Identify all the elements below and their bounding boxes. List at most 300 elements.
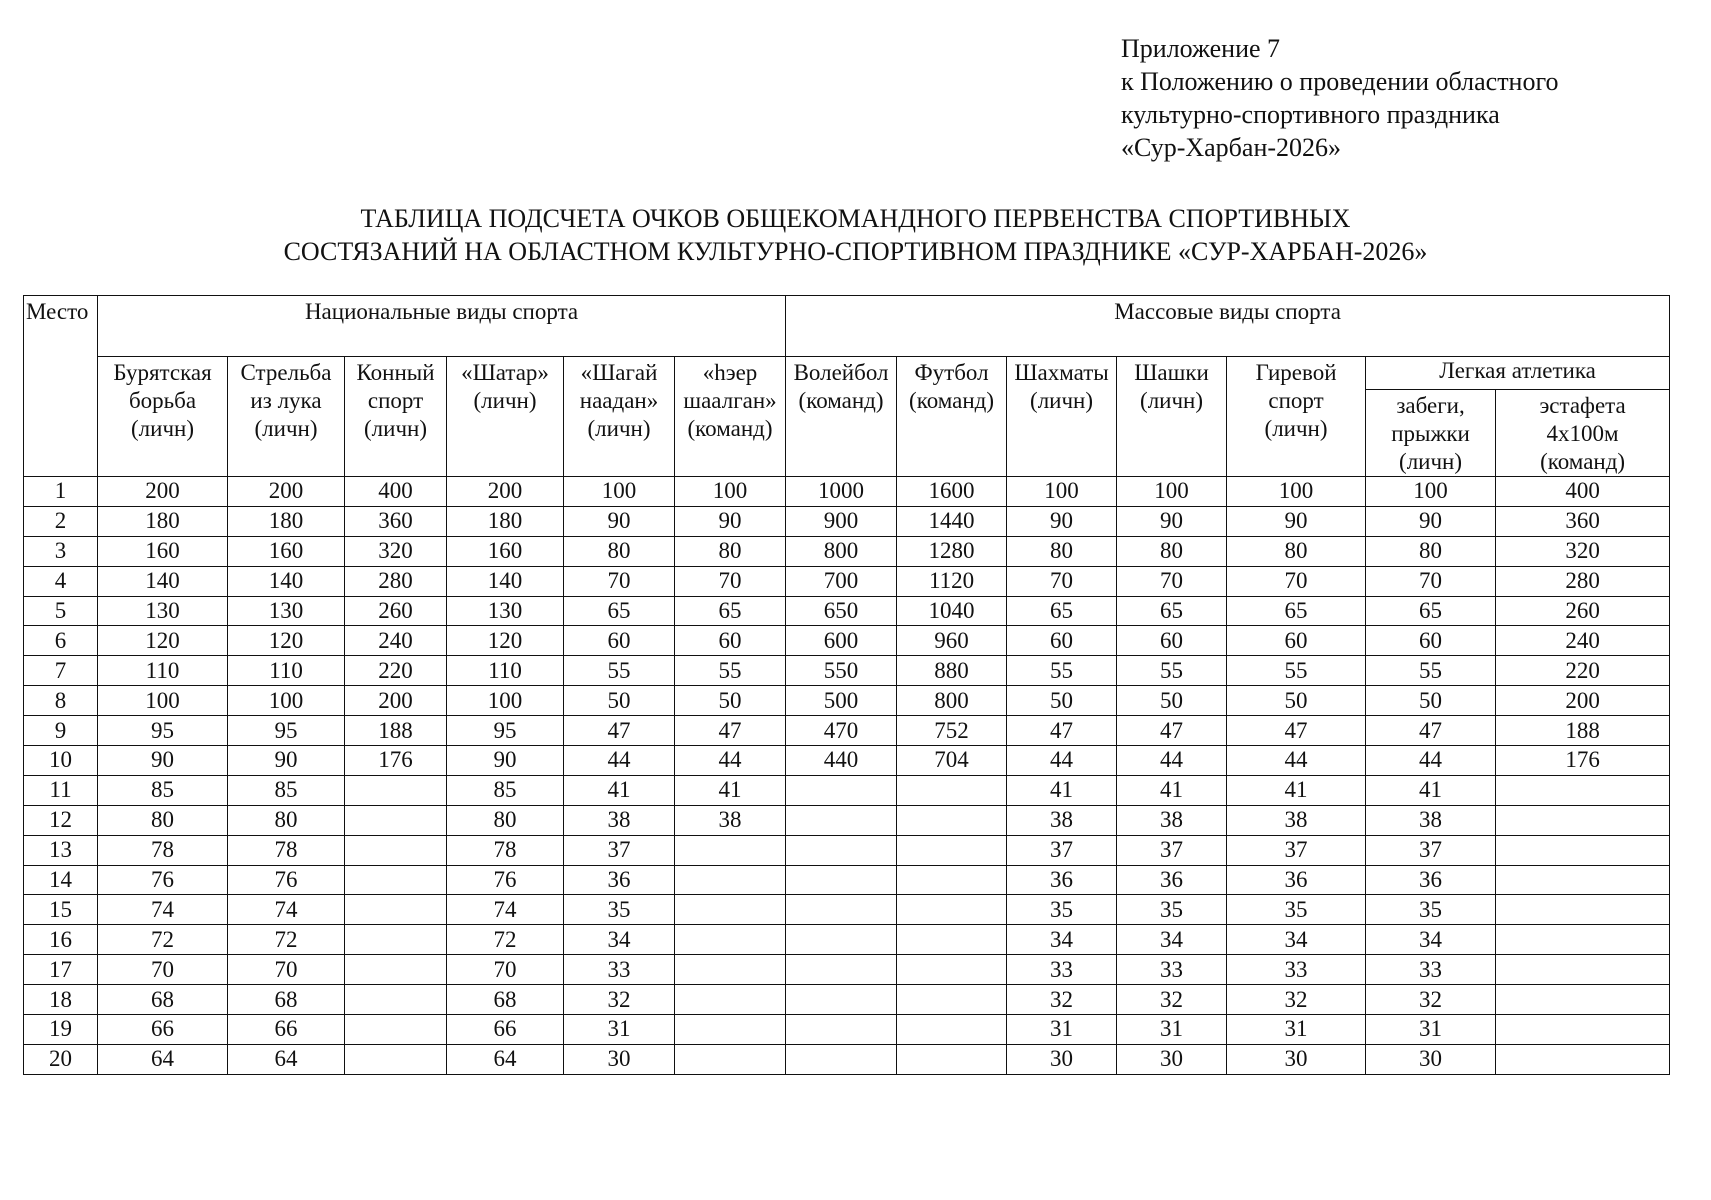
score-cell: 960 [897, 626, 1007, 656]
score-cell: 1120 [897, 566, 1007, 596]
score-cell: 68 [228, 985, 345, 1015]
score-cell [675, 835, 786, 865]
score-cell: 76 [228, 865, 345, 895]
score-cell: 35 [564, 895, 675, 925]
score-cell: 80 [1366, 536, 1496, 566]
score-cell: 76 [98, 865, 228, 895]
score-cell: 70 [1227, 566, 1366, 596]
score-cell: 90 [228, 746, 345, 776]
score-cell: 32 [1117, 985, 1227, 1015]
score-cell: 44 [675, 746, 786, 776]
score-cell: 260 [1496, 596, 1670, 626]
score-cell: 38 [1227, 805, 1366, 835]
score-cell [675, 955, 786, 985]
score-cell: 80 [98, 805, 228, 835]
score-cell [897, 925, 1007, 955]
column-header-line: шаалган» [683, 388, 777, 413]
score-cell: 80 [1007, 536, 1117, 566]
score-cell: 85 [98, 775, 228, 805]
score-cell: 200 [1496, 686, 1670, 716]
column-header [1007, 357, 1117, 477]
score-cell [786, 865, 897, 895]
table-row [24, 775, 1670, 805]
score-cell: 41 [1117, 775, 1227, 805]
place-cell: 17 [24, 955, 98, 985]
athletics-subcolumn-header [1496, 390, 1670, 477]
score-cell: 80 [228, 805, 345, 835]
score-cell [345, 985, 447, 1015]
place-cell: 2 [24, 506, 98, 536]
score-cell: 37 [1007, 835, 1117, 865]
column-header-line: Шашки [1134, 360, 1209, 385]
score-cell: 33 [1227, 955, 1366, 985]
score-cell: 95 [447, 716, 564, 746]
score-cell [786, 955, 897, 985]
score-cell [1496, 895, 1670, 925]
score-cell: 800 [897, 686, 1007, 716]
score-cell: 44 [1007, 746, 1117, 776]
score-cell: 65 [1117, 596, 1227, 626]
score-cell: 33 [564, 955, 675, 985]
table-header [24, 296, 1670, 477]
score-cell: 1440 [897, 506, 1007, 536]
score-cell: 90 [447, 746, 564, 776]
score-cell: 70 [447, 955, 564, 985]
score-cell: 80 [564, 536, 675, 566]
column-header-line: эстафета [1539, 393, 1626, 418]
score-cell: 440 [786, 746, 897, 776]
national-sports-header: Национальные виды спорта [98, 296, 786, 357]
place-cell: 13 [24, 835, 98, 865]
score-cell: 120 [228, 626, 345, 656]
score-cell: 36 [1117, 865, 1227, 895]
score-cell: 60 [1366, 626, 1496, 656]
column-header-line: Бурятская [113, 360, 212, 385]
score-cell: 140 [447, 566, 564, 596]
column-header-line: Стрельба [240, 360, 332, 385]
score-cell: 38 [675, 805, 786, 835]
score-cell: 65 [675, 596, 786, 626]
annex-block [1121, 32, 1558, 164]
score-cell: 50 [564, 686, 675, 716]
score-cell: 752 [897, 716, 1007, 746]
score-cell: 32 [1366, 985, 1496, 1015]
score-cell [1496, 955, 1670, 985]
score-cell: 33 [1007, 955, 1117, 985]
score-cell: 100 [564, 477, 675, 507]
column-header-line: наадан» [579, 388, 659, 413]
score-cell: 470 [786, 716, 897, 746]
score-cell: 180 [447, 506, 564, 536]
score-cell: 38 [564, 805, 675, 835]
score-cell: 100 [228, 686, 345, 716]
column-header-line: борьба [128, 388, 197, 413]
score-cell: 90 [1366, 506, 1496, 536]
column-header-line: Волейбол [793, 360, 889, 385]
score-cell: 78 [98, 835, 228, 865]
place-cell: 4 [24, 566, 98, 596]
score-cell [897, 895, 1007, 925]
score-cell [675, 985, 786, 1015]
column-header-line: прыжки [1391, 421, 1470, 446]
score-cell [1496, 985, 1670, 1015]
score-cell: 32 [1007, 985, 1117, 1015]
column-header-line: (личн) [1264, 416, 1328, 441]
score-cell [897, 805, 1007, 835]
score-cell: 70 [1366, 566, 1496, 596]
score-cell [786, 895, 897, 925]
score-cell: 160 [228, 536, 345, 566]
score-cell [345, 865, 447, 895]
score-cell: 47 [1117, 716, 1227, 746]
score-cell [675, 1044, 786, 1074]
column-header-line: (команд) [909, 388, 995, 413]
score-cell: 140 [98, 566, 228, 596]
score-cell: 90 [564, 506, 675, 536]
score-cell: 500 [786, 686, 897, 716]
table-row [24, 477, 1670, 507]
score-cell: 34 [1227, 925, 1366, 955]
score-cell: 100 [98, 686, 228, 716]
column-header [228, 357, 345, 477]
annex-line: к Положению о проведении областного [1121, 67, 1559, 96]
score-cell: 35 [1007, 895, 1117, 925]
score-cell: 65 [564, 596, 675, 626]
score-cell: 100 [675, 477, 786, 507]
athletics-header: Легкая атлетика [1366, 357, 1670, 390]
score-cell: 31 [1227, 1015, 1366, 1045]
score-cell: 880 [897, 656, 1007, 686]
column-header-line: (личн) [364, 416, 427, 441]
score-cell: 120 [447, 626, 564, 656]
score-cell [1496, 865, 1670, 895]
score-cell: 400 [1496, 477, 1670, 507]
score-cell: 44 [564, 746, 675, 776]
score-cell: 320 [345, 536, 447, 566]
athletics-subcolumn-header [1366, 390, 1496, 477]
score-cell: 95 [98, 716, 228, 746]
score-cell [1496, 805, 1670, 835]
mass-sports-header: Массовые виды спорта [786, 296, 1670, 357]
table-row [24, 656, 1670, 686]
score-cell: 47 [1227, 716, 1366, 746]
score-cell: 47 [675, 716, 786, 746]
place-cell: 6 [24, 626, 98, 656]
score-cell [786, 1015, 897, 1045]
score-cell: 47 [1007, 716, 1117, 746]
score-cell [1496, 925, 1670, 955]
score-cell: 30 [1227, 1044, 1366, 1074]
score-cell: 130 [98, 596, 228, 626]
score-cell: 76 [447, 865, 564, 895]
score-cell: 33 [1366, 955, 1496, 985]
score-cell: 55 [1007, 656, 1117, 686]
score-cell: 65 [1007, 596, 1117, 626]
score-cell: 650 [786, 596, 897, 626]
score-cell [345, 1044, 447, 1074]
score-cell: 65 [1227, 596, 1366, 626]
score-cell: 78 [447, 835, 564, 865]
column-header-line: забеги, [1396, 393, 1465, 418]
column-header-line: (команд) [687, 416, 773, 441]
place-cell: 11 [24, 775, 98, 805]
score-cell: 90 [1007, 506, 1117, 536]
table-row [24, 596, 1670, 626]
table-row [24, 716, 1670, 746]
place-cell: 19 [24, 1015, 98, 1045]
score-cell: 47 [564, 716, 675, 746]
score-cell: 240 [1496, 626, 1670, 656]
table-row [24, 506, 1670, 536]
column-header [786, 357, 897, 477]
score-cell: 200 [228, 477, 345, 507]
score-cell: 60 [1007, 626, 1117, 656]
score-cell: 41 [564, 775, 675, 805]
column-header-line: (личн) [1140, 388, 1204, 413]
score-cell: 44 [1227, 746, 1366, 776]
column-header-line: «hэер [702, 360, 758, 385]
table-row [24, 626, 1670, 656]
score-cell: 110 [447, 656, 564, 686]
score-cell: 60 [1227, 626, 1366, 656]
score-cell: 50 [1117, 686, 1227, 716]
place-cell: 20 [24, 1044, 98, 1074]
score-cell [786, 805, 897, 835]
score-cell: 80 [675, 536, 786, 566]
score-cell: 34 [1117, 925, 1227, 955]
score-cell: 41 [1366, 775, 1496, 805]
table-body [24, 477, 1670, 1075]
score-cell [345, 775, 447, 805]
title-line: ТАБЛИЦА ПОДСЧЕТА ОЧКОВ ОБЩЕКОМАНДНОГО ПЕРВЕНСТВА СПОРТИВНЫХ [360, 204, 1351, 233]
score-cell: 176 [345, 746, 447, 776]
score-cell: 55 [1366, 656, 1496, 686]
column-header [897, 357, 1007, 477]
score-cell: 50 [1366, 686, 1496, 716]
table-row [24, 955, 1670, 985]
score-cell [897, 985, 1007, 1015]
score-cell [345, 805, 447, 835]
place-header: Место [24, 296, 98, 477]
score-cell: 55 [564, 656, 675, 686]
score-cell [1496, 1015, 1670, 1045]
score-cell: 38 [1117, 805, 1227, 835]
score-cell [345, 895, 447, 925]
score-cell [345, 1015, 447, 1045]
score-cell: 110 [228, 656, 345, 686]
score-cell: 31 [1117, 1015, 1227, 1045]
score-cell: 35 [1227, 895, 1366, 925]
score-cell: 1600 [897, 477, 1007, 507]
score-cell: 110 [98, 656, 228, 686]
column-header [1117, 357, 1227, 477]
score-cell: 1000 [786, 477, 897, 507]
score-cell: 31 [1366, 1015, 1496, 1045]
score-cell: 66 [228, 1015, 345, 1045]
column-header-line: 4х100м [1546, 421, 1619, 446]
score-cell: 704 [897, 746, 1007, 776]
score-cell: 50 [1007, 686, 1117, 716]
place-cell: 16 [24, 925, 98, 955]
place-cell: 1 [24, 477, 98, 507]
column-header [447, 357, 564, 477]
score-cell: 55 [675, 656, 786, 686]
score-cell: 64 [447, 1044, 564, 1074]
score-cell: 47 [1366, 716, 1496, 746]
score-cell: 320 [1496, 536, 1670, 566]
score-cell: 72 [447, 925, 564, 955]
score-cell: 95 [228, 716, 345, 746]
score-cell: 70 [564, 566, 675, 596]
table-row [24, 865, 1670, 895]
score-cell: 41 [1227, 775, 1366, 805]
score-cell: 32 [564, 985, 675, 1015]
score-cell: 85 [228, 775, 345, 805]
score-cell [345, 955, 447, 985]
score-cell [1496, 835, 1670, 865]
score-cell: 70 [98, 955, 228, 985]
score-cell: 800 [786, 536, 897, 566]
column-header-line: (личн) [587, 416, 651, 441]
score-cell: 60 [564, 626, 675, 656]
score-cell: 55 [1117, 656, 1227, 686]
score-cell: 68 [447, 985, 564, 1015]
place-cell: 3 [24, 536, 98, 566]
column-header [675, 357, 786, 477]
column-header [1227, 357, 1366, 477]
column-header-line: спорт [1268, 388, 1324, 413]
score-cell [897, 955, 1007, 985]
score-cell: 33 [1117, 955, 1227, 985]
score-cell [675, 895, 786, 925]
score-cell: 36 [1366, 865, 1496, 895]
score-cell: 80 [447, 805, 564, 835]
place-cell: 5 [24, 596, 98, 626]
score-cell [675, 865, 786, 895]
score-table [23, 295, 1670, 1075]
table-row [24, 835, 1670, 865]
score-cell: 55 [1227, 656, 1366, 686]
place-cell: 12 [24, 805, 98, 835]
table-row [24, 746, 1670, 776]
score-cell: 280 [1496, 566, 1670, 596]
table-row [24, 686, 1670, 716]
column-header-line: «Шатар» [461, 360, 549, 385]
score-cell: 100 [447, 686, 564, 716]
score-cell: 1280 [897, 536, 1007, 566]
table-row [24, 536, 1670, 566]
score-cell: 90 [1227, 506, 1366, 536]
score-cell: 100 [1117, 477, 1227, 507]
score-cell: 66 [447, 1015, 564, 1045]
score-cell [786, 835, 897, 865]
score-cell: 72 [98, 925, 228, 955]
score-cell: 80 [1227, 536, 1366, 566]
place-cell: 10 [24, 746, 98, 776]
table-row [24, 805, 1670, 835]
score-cell: 130 [228, 596, 345, 626]
score-cell: 32 [1227, 985, 1366, 1015]
column-header [345, 357, 447, 477]
column-header-line: (команд) [798, 388, 884, 413]
score-cell: 36 [1227, 865, 1366, 895]
score-cell: 66 [98, 1015, 228, 1045]
score-cell: 65 [1366, 596, 1496, 626]
score-cell: 72 [228, 925, 345, 955]
score-cell: 35 [1366, 895, 1496, 925]
score-cell: 85 [447, 775, 564, 805]
column-header-line: Шахматы [1014, 360, 1109, 385]
score-cell: 600 [786, 626, 897, 656]
place-cell: 9 [24, 716, 98, 746]
score-cell [675, 1015, 786, 1045]
column-header-line: спорт [367, 388, 424, 413]
table-row [24, 925, 1670, 955]
score-cell: 700 [786, 566, 897, 596]
score-cell: 200 [98, 477, 228, 507]
score-cell: 160 [98, 536, 228, 566]
score-cell: 41 [675, 775, 786, 805]
annex-line: культурно-спортивного праздника [1121, 100, 1500, 129]
score-cell: 44 [1117, 746, 1227, 776]
score-cell [897, 775, 1007, 805]
score-cell: 50 [1227, 686, 1366, 716]
score-cell: 100 [1007, 477, 1117, 507]
score-cell: 74 [228, 895, 345, 925]
score-cell [897, 1044, 1007, 1074]
score-cell: 36 [564, 865, 675, 895]
place-cell: 14 [24, 865, 98, 895]
place-cell: 15 [24, 895, 98, 925]
document-title [0, 202, 1711, 268]
score-cell: 360 [1496, 506, 1670, 536]
column-header-line: (личн) [254, 416, 318, 441]
table-row [24, 1044, 1670, 1074]
score-cell: 78 [228, 835, 345, 865]
score-cell: 35 [1117, 895, 1227, 925]
score-cell: 50 [675, 686, 786, 716]
score-cell: 34 [1366, 925, 1496, 955]
score-cell: 74 [447, 895, 564, 925]
score-cell: 30 [564, 1044, 675, 1074]
score-cell: 41 [1007, 775, 1117, 805]
score-cell: 38 [1366, 805, 1496, 835]
score-cell [786, 1044, 897, 1074]
score-cell [1496, 775, 1670, 805]
score-cell: 60 [675, 626, 786, 656]
score-cell: 550 [786, 656, 897, 686]
table-row [24, 895, 1670, 925]
column-header-line: (личн) [473, 388, 537, 413]
score-cell: 220 [1496, 656, 1670, 686]
score-cell: 240 [345, 626, 447, 656]
score-cell: 160 [447, 536, 564, 566]
score-cell: 36 [1007, 865, 1117, 895]
score-cell: 34 [1007, 925, 1117, 955]
table-row [24, 985, 1670, 1015]
score-cell: 37 [1366, 835, 1496, 865]
score-cell [675, 925, 786, 955]
column-header [564, 357, 675, 477]
column-header [98, 357, 228, 477]
score-cell: 70 [1117, 566, 1227, 596]
annex-line: Приложение 7 [1121, 34, 1281, 63]
score-cell: 30 [1117, 1044, 1227, 1074]
annex-line: «Сур-Харбан-2026» [1121, 133, 1342, 162]
score-cell: 34 [564, 925, 675, 955]
score-cell [786, 985, 897, 1015]
score-cell: 70 [675, 566, 786, 596]
